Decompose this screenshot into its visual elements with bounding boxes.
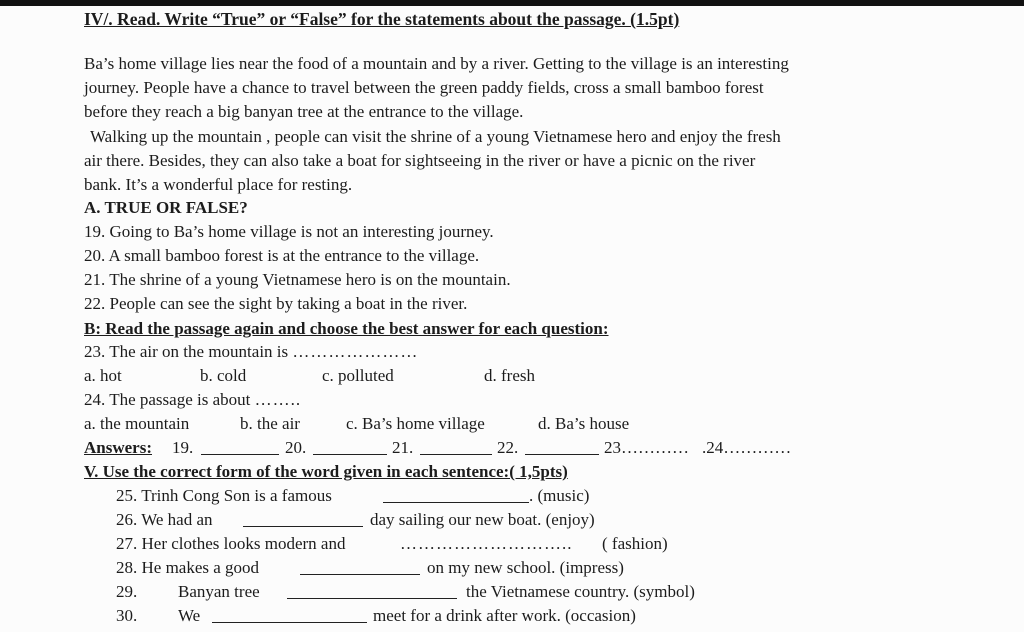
item-27-blank[interactable]: ……………………….. — [400, 534, 573, 553]
item-30-number: 30. — [116, 606, 138, 625]
item-25-hint: . (music) — [529, 486, 590, 505]
answer-19-blank[interactable] — [201, 440, 279, 455]
item-25-blank[interactable] — [383, 488, 529, 503]
item-26-text: 26. We had an — [116, 510, 213, 529]
item-30-text: We — [178, 606, 201, 625]
top-edge — [0, 0, 1024, 6]
answer-21-number: 21. — [392, 438, 414, 457]
page-title: IV/. Read. Write “True” or “False” for the statements about the passage. (1.5pt) — [84, 9, 680, 29]
answer-20-number: 20. — [285, 438, 307, 457]
answers-label: Answers: — [84, 438, 152, 457]
q23-option-c: c. polluted — [322, 366, 394, 385]
passage-line-3: before they reach a big banyan tree at the entrance to the village. — [84, 102, 524, 121]
answer-23-blank[interactable]: 23………… — [604, 438, 689, 457]
item-26-blank[interactable] — [243, 512, 363, 527]
item-28-text: 28. He makes a good — [116, 558, 260, 577]
section-b-heading: B: Read the passage again and choose the best answer for each question: — [84, 319, 609, 338]
passage-line-5: air there. Besides, they can also take a boat for sightseeing in the river or have a picnic on the river — [84, 151, 756, 170]
answer-19-number: 19. — [172, 438, 194, 457]
question-19: 19. Going to Ba’s home village is not an interesting journey. — [84, 222, 494, 241]
question-22: 22. People can see the sight by taking a boat in the river. — [84, 294, 468, 313]
section-a-heading: A. TRUE OR FALSE? — [84, 198, 248, 217]
answer-22-blank[interactable] — [525, 440, 599, 455]
q23-option-a: a. hot — [84, 366, 122, 385]
q24-option-b: b. the air — [240, 414, 300, 433]
q23-option-d: d. fresh — [484, 366, 535, 385]
passage-line-4: Walking up the mountain , people can visit the shrine of a young Vietnamese hero and enjoy the fresh — [90, 127, 781, 146]
item-29-text: Banyan tree — [178, 582, 260, 601]
question-23-blank: ………………… — [292, 342, 419, 361]
item-27-hint: ( fashion) — [602, 534, 668, 553]
item-29-hint: the Vietnamese country. (symbol) — [466, 582, 695, 601]
answer-21-blank[interactable] — [420, 440, 492, 455]
q23-option-b: b. cold — [200, 366, 247, 385]
item-28-hint: on my new school. (impress) — [427, 558, 624, 577]
item-30-blank[interactable] — [212, 608, 367, 623]
passage-line-2: journey. People have a chance to travel between the green paddy fields, cross a small bamboo forest — [84, 78, 764, 97]
question-23-text: 23. The air on the mountain is — [84, 342, 289, 361]
item-29-blank[interactable] — [287, 584, 457, 599]
question-24 — [84, 390, 301, 410]
question-24-text: 24. The passage is about — [84, 390, 251, 409]
item-28-blank[interactable] — [300, 560, 420, 575]
answer-24-blank[interactable]: .24………… — [702, 438, 792, 457]
answer-20-blank[interactable] — [313, 440, 387, 455]
item-29-number: 29. — [116, 582, 138, 601]
passage-line-6: bank. It’s a wonderful place for resting. — [84, 175, 353, 194]
question-23 — [84, 342, 418, 362]
item-25-text: 25. Trinh Cong Son is a famous — [116, 486, 332, 505]
q24-option-d: d. Ba’s house — [538, 414, 630, 433]
question-21: 21. The shrine of a young Vietnamese hero is on the mountain. — [84, 270, 511, 289]
passage-line-1: Ba’s home village lies near the food of a mountain and by a river. Getting to the village is an interesting — [84, 54, 789, 73]
q24-option-a: a. the mountain — [84, 414, 190, 433]
question-24-blank: …….. — [254, 390, 302, 409]
item-26-hint: day sailing our new boat. (enjoy) — [370, 510, 595, 529]
item-27-text: 27. Her clothes looks modern and — [116, 534, 346, 553]
item-30-hint: meet for a drink after work. (occasion) — [373, 606, 636, 625]
question-20: 20. A small bamboo forest is at the entrance to the village. — [84, 246, 480, 265]
q24-option-c: c. Ba’s home village — [346, 414, 485, 433]
answer-22-number: 22. — [497, 438, 519, 457]
section-v-heading: V. Use the correct form of the word given in each sentence:( 1,5pts) — [84, 462, 568, 481]
